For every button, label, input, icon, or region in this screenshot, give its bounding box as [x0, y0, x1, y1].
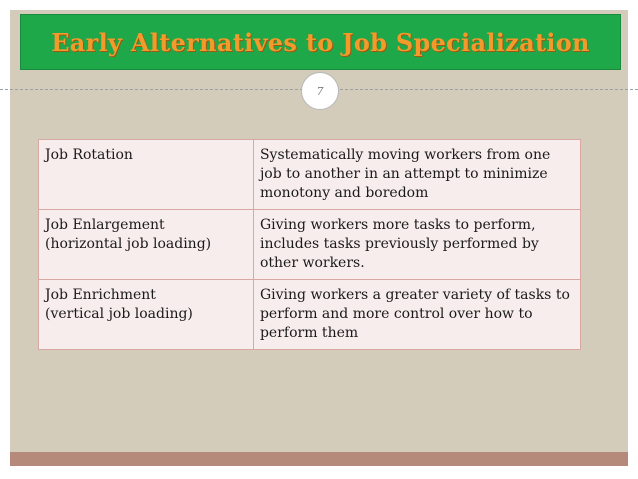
term-subtitle: (vertical job loading) — [45, 306, 193, 322]
alternatives-table — [38, 139, 581, 350]
definition-cell: Giving workers more tasks to perform, includes tasks previously performed by other workers. — [253, 210, 580, 280]
definition-cell: Systematically moving workers from one job to another in an attempt to minimize monotony and boredom — [253, 140, 580, 210]
table-row — [39, 140, 581, 210]
term-cell — [39, 140, 254, 210]
term-subtitle: (horizontal job loading) — [45, 236, 212, 252]
slide-title: Early Alternatives to Job Specialization — [51, 27, 590, 57]
term-name: Job Rotation — [45, 147, 133, 163]
term-name: Job Enrichment — [45, 287, 156, 303]
term-cell — [39, 210, 254, 280]
page-number: 7 — [316, 84, 324, 98]
footer-bar — [10, 452, 628, 466]
title-bar — [20, 14, 621, 70]
term-name: Job Enlargement — [45, 217, 165, 233]
table-row — [39, 210, 581, 280]
table-row — [39, 280, 581, 350]
definition-cell: Giving workers a greater variety of tasks to perform and more control over how to perform them — [253, 280, 580, 350]
term-cell — [39, 280, 254, 350]
page-number-badge — [301, 72, 339, 110]
